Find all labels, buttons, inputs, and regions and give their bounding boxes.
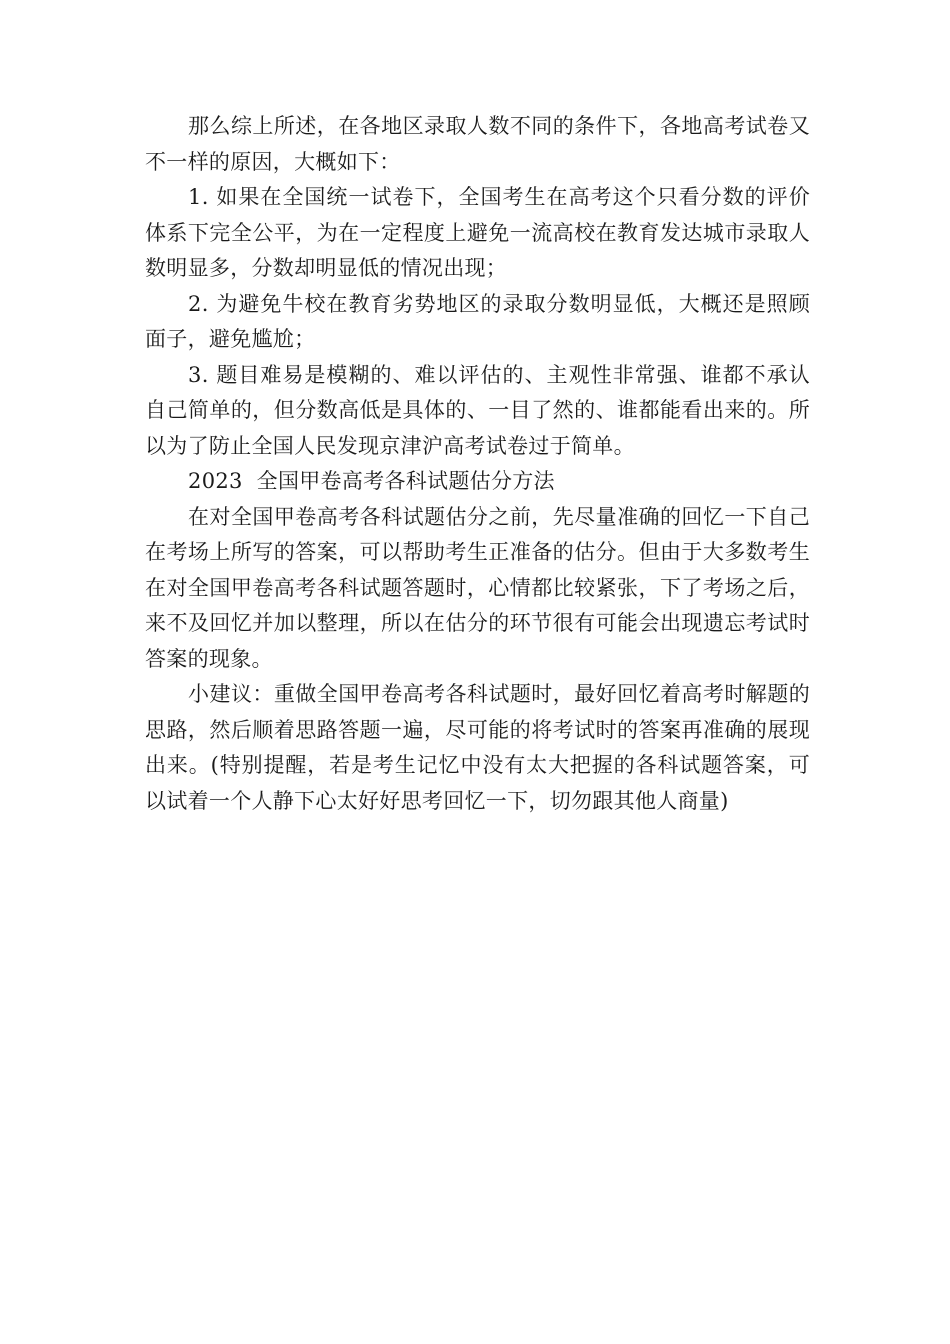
section-heading: 2023 全国甲卷高考各科试题估分方法 (188, 469, 555, 493)
suggestion-paragraph: 小建议：重做全国甲卷高考各科试题时，最好回忆着高考时解题的思路，然后顺着思路答题一遍，尽可能的将考试时的答案再准确的展现出来。(特别提醒，若是考生记忆中没有太大把握的各科试题答案，可以试着一个人静下心太好好思考回忆一下，切勿跟其他人商量) (145, 682, 810, 813)
document-page (145, 109, 810, 819)
reason-1-paragraph: 1. 如果在全国统一试卷下，全国考生在高考这个只看分数的评价体系下完全公平，为在一定程度上避免一流高校在教育发达城市录取人数明显多，分数却明显低的情况出现； (145, 185, 810, 280)
reason-2-paragraph: 2. 为避免牛校在教育劣势地区的录取分数明显低，大概还是照顾面子，避免尴尬； (145, 291, 810, 351)
estimation-paragraph: 在对全国甲卷高考各科试题估分之前，先尽量准确的回忆一下自己在考场上所写的答案，可以帮助考生正准备的估分。但由于大多数考生在对全国甲卷高考各科试题答题时，心情都比较紧张，下了考场之后，来不及回忆并加以整理，所以在估分的环节很有可能会出现遗忘考试时答案的现象。 (145, 504, 810, 671)
reason-3-paragraph: 3. 题目难易是模糊的、难以评估的、主观性非常强、谁都不承认自己简单的，但分数高低是具体的、一目了然的、谁都能看出来的。所以为了防止全国人民发现京津沪高考试卷过于简单。 (145, 362, 810, 458)
summary-paragraph: 那么综上所述，在各地区录取人数不同的条件下，各地高考试卷又不一样的原因，大概如下： (145, 114, 810, 174)
